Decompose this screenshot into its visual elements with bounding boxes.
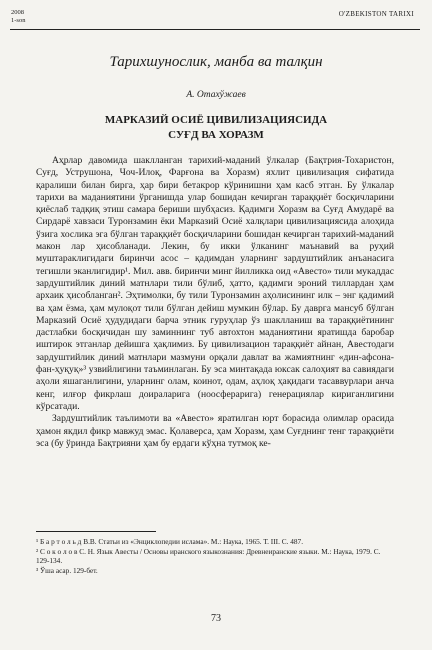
header-issue: 1-son bbox=[11, 17, 26, 24]
article-title-line-1: МАРКАЗИЙ ОСИЁ ЦИВИЛИЗАЦИЯСИДА bbox=[104, 114, 328, 126]
page-number: 73 bbox=[211, 613, 221, 624]
footnote-rule bbox=[36, 531, 156, 532]
article-author: А. Отахўжаев bbox=[186, 90, 246, 100]
section-title: Тарихшунослик, манба ва талқин bbox=[109, 54, 323, 70]
footnote: ³ Ўша асар. 129-бет. bbox=[36, 565, 98, 575]
article-title bbox=[0, 113, 432, 143]
body-paragraph: Зардуштийлик таълимоти ва «Авесто» яратилган юрт борасида олимлар орасида ҳамон якдил фикр мавжуд эмас. Қолаверса, ҳам Хоразм, ҳам Суғднинг тенг тараққиёти эса (бу ўринда Бақтрияни ҳам бу ердаги кўҳна тутмоқ ке- bbox=[36, 413, 394, 449]
article-title-line-2: СУҒД ВА ХОРАЗМ bbox=[168, 129, 264, 141]
article-body bbox=[36, 155, 394, 450]
header-journal-name: O'ZBEKISTON TARIXI bbox=[338, 10, 414, 18]
body-paragraph: Аҳрлар давомида шаклланган тарихий-маданий ўлкалар (Бақтрия-Тохаристон, Суғд, Уструшона, Чоч-Илоқ, Фарғона ва Хоразм) яхлит цивилизация сифатида қаралиши билан бирга, ҳар бири бетакрор кўринишни ҳам касб этган. Бу ўлкалар тарихи ва маданиятини ўрганишда улар бошидан кечирган тараққиёт босқичларини қиёслаб тадқиқ этиш самара бериши шубҳасиз. Қадимги Хоразм ва Суғд Амударё ва Сирдарё хавзаси Туронзамин ёки Марказий Осиё халқлари цивилизациясида алоҳида ўзига хослика эга бўлган тараққиёт босқичларини бошидан кечирган тарихий-маданий макон лар ҳисобланади. Лекин, бу икки ўлканинг маънавий ва руҳий муштараклигидаги биринчи асос – қадимдан уларнинг зардуштийлик анъанасига тегишли эканлигидир¹. Мил. авв. биринчи минг йилликка оид «Авесто» тили мукаддас зардуштийлик диний матнлари тили бўлиб, ҳатто, қадимги эроний тиллардан ҳам архаик ҳисобланган². Эҳтимолки, бу тили Туронзамин аҳолисининг илк – энг қадимий ва ҳам ёзма, ҳам мулоқот тили бўлган дейиш мумкин бўлар. Бу даврга мансуб бўлган Марказий Осиё ҳудудидаги барча этник гуруҳлар ўз шаклланиш ва тараққиётининг дастлабки босқичидан шу заминнинг туб автохтон маданиятини яратишда баробар иштирок этганлар дейишга ҳақлимиз. Бу цивилизацион тараққиёт айнан, Авестодаги зардуштийлик диний матнлари мазмуни орқали давлат ва жамиятнинг «дин-афсона-фан-ҳуқуқ»³ узвийлигини таъминлаган. Бу эса минтақада юксак салоҳият ва савиядаги аҳоли яшаганлигини, уларнинг олам, коинот, одам, аҳлоқ ҳақидаги тасаввурлари анча кенг, илғор фикрлаш доираларига (ноосферарига) генерациялар кириганлигини кўрсатади. bbox=[36, 155, 394, 412]
footnotes bbox=[36, 537, 394, 575]
running-header-issue bbox=[11, 9, 25, 25]
footnote: ¹ Б а р т о л ь д В.В. Статьи из «Энциклопедии ислама». М.: Наука, 1965. Т. III. С. 487. bbox=[36, 537, 304, 546]
header-year: 2008 bbox=[11, 9, 24, 16]
footnote: ² С о к о л о в С. Н. Язык Авесты / Основы иранского языкознания: Древнеиранские языки. М.: Наука, 1979. С. 129-134. bbox=[36, 546, 381, 565]
header-rule bbox=[10, 29, 420, 30]
